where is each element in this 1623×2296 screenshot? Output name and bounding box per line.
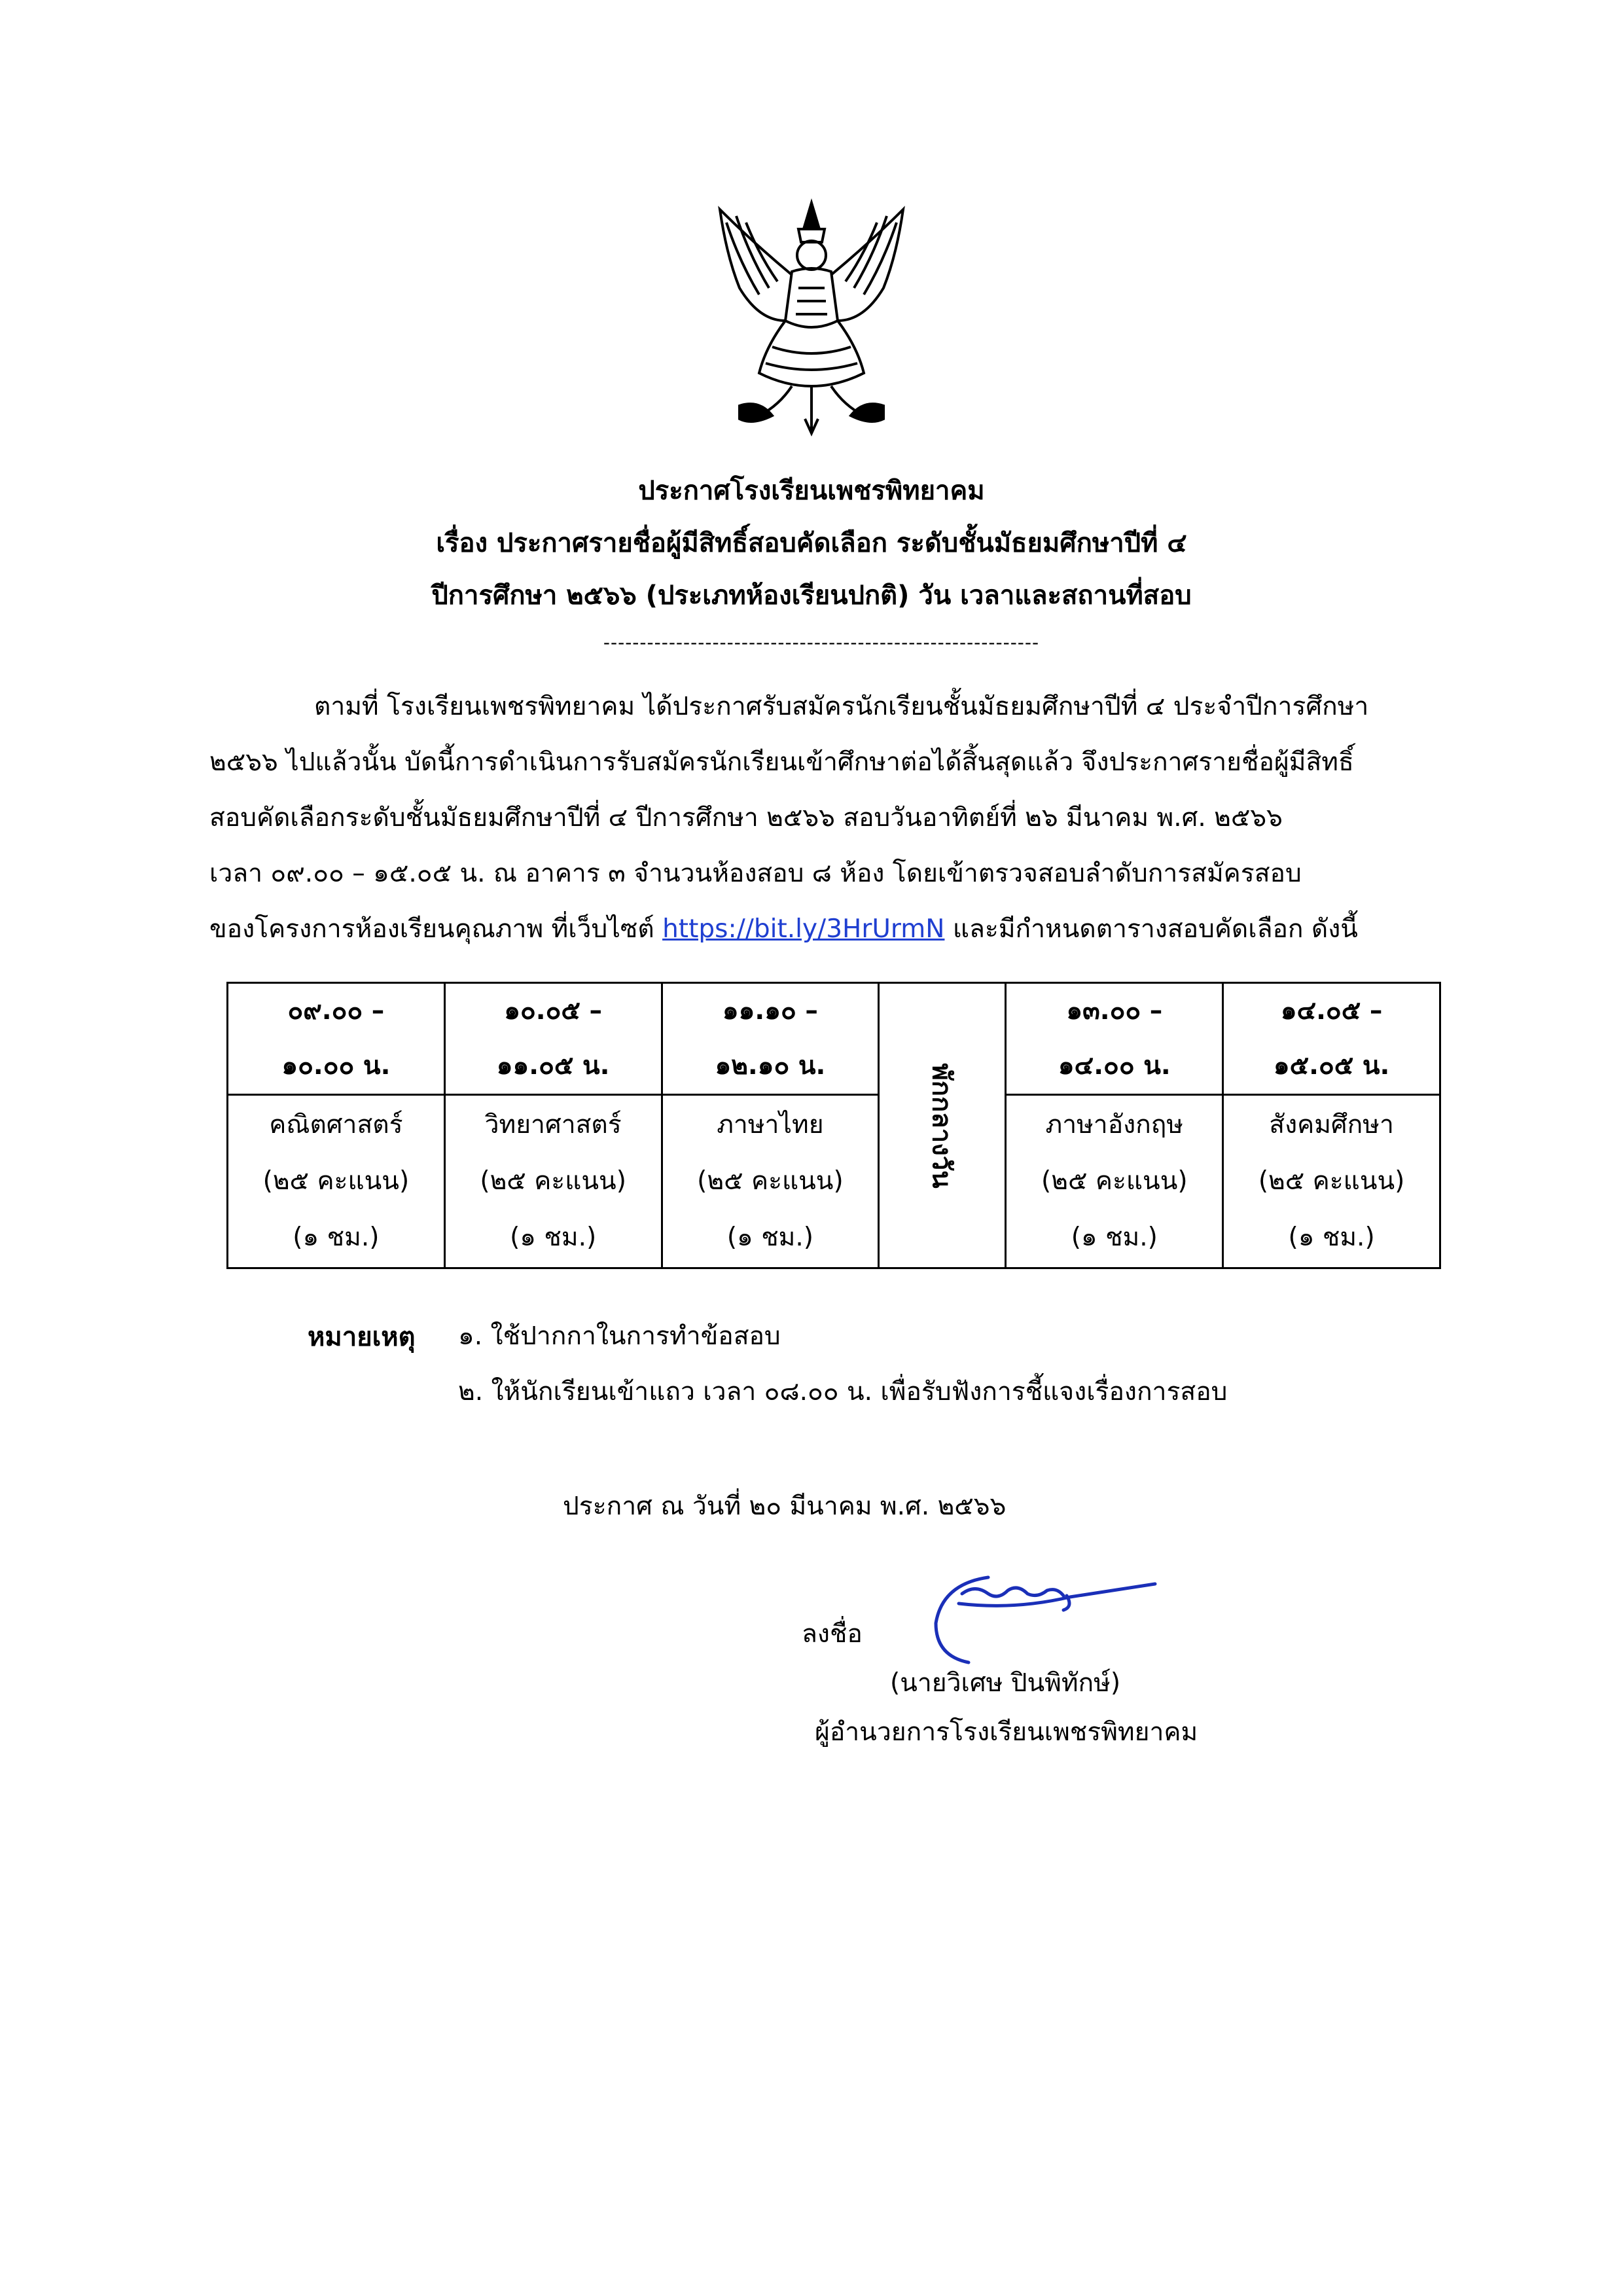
slot-subject-5: สังคมศึกษา (๒๕ คะแนน) (๑ ชม.) [1223, 1095, 1440, 1268]
slot-subject-4: ภาษาอังกฤษ (๒๕ คะแนน) (๑ ชม.) [1006, 1095, 1223, 1268]
signatory-name: (นายวิเศษ ปินพิทักษ์) [890, 1668, 1121, 1698]
body-line-3: สอบคัดเลือกระดับชั้นมัธยมศึกษาปีที่ ๔ ปีการศึกษา ๒๕๖๖ สอบวันอาทิตย์ที่ ๒๖ มีนาคม พ.ศ. ๒๕๖๖ [209, 803, 1283, 833]
slot-subject-3: ภาษาไทย (๒๕ คะแนน) (๑ ชม.) [662, 1095, 879, 1268]
slot-time-5: ๑๔.๐๕ – ๑๕.๐๕ น. [1223, 983, 1440, 1095]
slot-subject-2: วิทยาศาสตร์ (๒๕ คะแนน) (๑ ชม.) [444, 1095, 662, 1268]
body-line-5 [209, 916, 1440, 942]
body-line-4: เวลา ๐๙.๐๐ – ๑๕.๐๕ น. ณ อาคาร ๓ จำนวนห้องสอบ ๘ ห้อง โดยเข้าตรวจสอบลำดับการสมัครสอบ [209, 859, 1302, 888]
website-link[interactable]: https://bit.ly/3HrUrmN [662, 914, 945, 944]
divider-rule: ------------------------------------------------------------ [603, 632, 1040, 653]
note-item-2: ๒. ให้นักเรียนเข้าแถว เวลา ๐๘.๐๐ น. เพื่อรับฟังการชี้แจงเรื่องการสอบ [458, 1377, 1228, 1407]
slot-time-2: ๑๐.๐๕ – ๑๑.๐๕ น. [444, 983, 662, 1095]
announcement-date: ประกาศ ณ วันที่ ๒๐ มีนาคม พ.ศ. ๒๕๖๖ [563, 1492, 1007, 1521]
lunch-break-label: พักกลางวัน [926, 1062, 957, 1189]
slot-time-3: ๑๑.๑๐ – ๑๒.๑๐ น. [662, 983, 879, 1095]
time-row [228, 983, 1440, 1095]
lunch-break-cell [879, 983, 1006, 1268]
slot-time-1: ๐๙.๐๐ – ๑๐.๐๐ น. [228, 983, 445, 1095]
signatory-title: ผู้อำนวยการโรงเรียนเพชรพิทยาคม [815, 1717, 1198, 1747]
note-item-1: ๑. ใช้ปากกาในการทำข้อสอบ [458, 1321, 781, 1351]
slot-time-4: ๑๓.๐๐ – ๑๔.๐๐ น. [1006, 983, 1223, 1095]
heading-school: ประกาศโรงเรียนเพชรพิทยาคม [638, 476, 985, 506]
body-line-5-after: และมีกำหนดตารางสอบคัดเลือก ดังนี้ [944, 914, 1358, 944]
notes-label: หมายเหตุ [308, 1322, 416, 1352]
body-line-1: ตามที่ โรงเรียนเพชรพิทยาคม ได้ประกาศรับสมัครนักเรียนชั้นมัธยมศึกษาปีที่ ๔ ประจำปีการศึกษา [314, 692, 1369, 721]
heading-subject: เรื่อง ประกาศรายชื่อผู้มีสิทธิ์สอบคัดเลือก ระดับชั้นมัธยมศึกษาปีที่ ๔ [436, 528, 1187, 558]
heading-year: ปีการศึกษา ๒๕๖๖ (ประเภทห้องเรียนปกติ) วัน เวลาและสถานที่สอบ [431, 581, 1192, 611]
body-line-2: ๒๕๖๖ ไปแล้วนั้น บัดนี้การดำเนินการรับสมัครนักเรียนเข้าศึกษาต่อได้สิ้นสุดแล้ว จึงประกาศรายชื่อผู้มีสิทธิ์ [209, 747, 1354, 777]
signature-mark [916, 1558, 1165, 1676]
exam-schedule-table [226, 982, 1441, 1269]
body-line-5-before: ของโครงการห้องเรียนคุณภาพ ที่เว็บไซต์ [209, 914, 663, 944]
subject-row [228, 1095, 1440, 1268]
slot-subject-1: คณิตศาสตร์ (๒๕ คะแนน) (๑ ชม.) [228, 1095, 445, 1268]
sign-label: ลงชื่อ [802, 1619, 863, 1649]
garuda-emblem [700, 190, 923, 439]
